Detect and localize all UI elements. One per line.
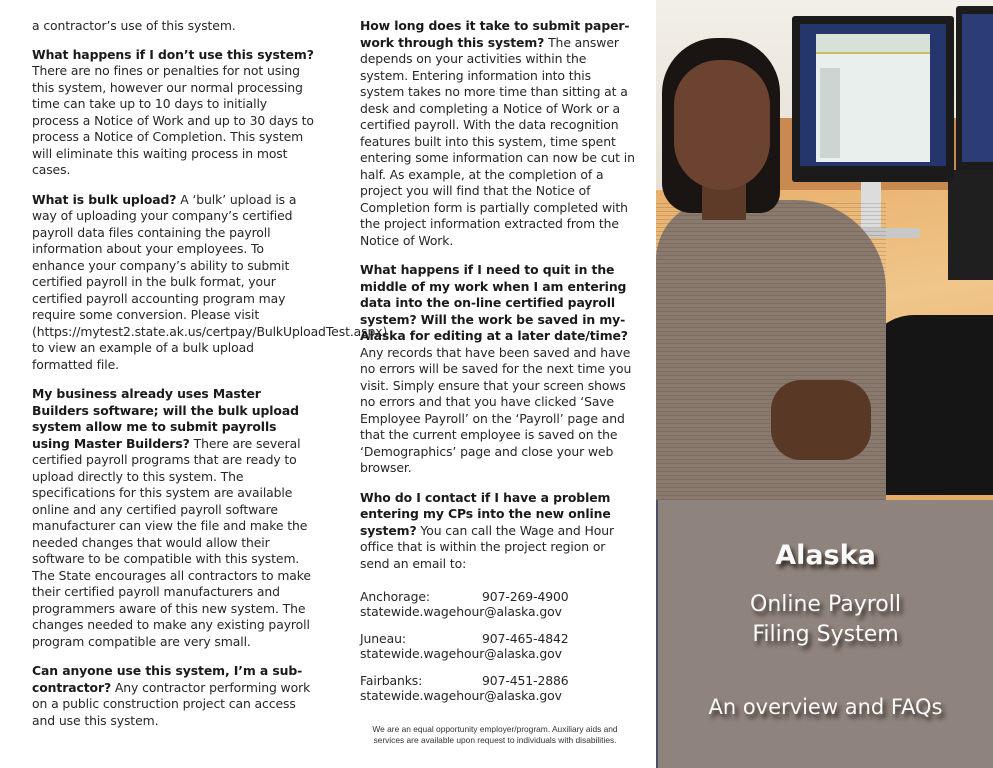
faq-answer: Any contractor performing work on a public construction project can access and use this system.	[32, 679, 311, 728]
faq-question: What happens if I don’t use this system?	[32, 46, 314, 62]
faq-item	[32, 386, 314, 650]
contact-fairbanks	[360, 673, 635, 703]
faq-item	[360, 18, 635, 249]
person-hands	[771, 380, 871, 460]
faq-question: How long does it take to submit paper-work through this system?	[360, 18, 630, 50]
contact-phone: 907-465-4842	[482, 631, 569, 646]
faq-question: My business already uses Master Builders software; will the bulk upload system allow me to submit payrolls using Master Builders?	[32, 386, 299, 451]
contact-anchorage	[360, 589, 635, 619]
faq-question: What is bulk upload?	[32, 191, 177, 207]
computer-tower	[948, 170, 993, 280]
person-face	[674, 60, 770, 190]
contact-city: Juneau:	[360, 631, 406, 646]
cover-title-panel	[656, 500, 993, 768]
cover-tagline: An overview and FAQs	[708, 695, 943, 719]
contact-city: Fairbanks:	[360, 673, 423, 688]
faq-answer: There are several certified payroll programs that are ready to upload directly to this system. The specifications for this system are available online and any certified payroll software manufacturer can view the file and make the needed changes that would allow their software to be compatible with this system. The State encourages all contractors to make their certified payroll manufacturers and programmers aware of this new system. The changes needed to make any existing payroll program compatible are very small.	[32, 435, 311, 649]
faq-answer: The answer depends on your activities within the system. Entering information into this system takes no more time than sitting at a desk and completing a Notice of Work or a certified payroll. With the data recognition features built into this system, time spent entering some information can now be cut in half. As example, at the completion of a project you will find that the Notice of Completion form is partially completed with the project information extracted from the Notice of Work.	[360, 34, 635, 248]
contact-email: statewide.wagehour@alaska.gov	[360, 646, 562, 661]
contact-juneau	[360, 631, 635, 661]
faq-column-2	[360, 18, 635, 715]
contact-phone: 907-451-2886	[482, 673, 569, 688]
cover-subtitle	[658, 590, 993, 650]
contact-city: Anchorage:	[360, 589, 430, 604]
monitor-screen	[800, 24, 946, 166]
second-monitor	[956, 6, 993, 174]
faq-answer: There are no fines or penalties for not using this system, however our normal processing time can take up to 10 days to initially process a Notice of Work and up to 30 days to process a Notice of Completion. This system will eliminate this waiting process in most cases.	[32, 63, 314, 177]
faq-item	[32, 47, 314, 179]
cover-subtitle-line2: Filing System	[752, 622, 899, 647]
faq-question: What happens if I need to quit in the middle of my work when I am entering data into the on-line certified payroll system? Will the work be saved in my-Alaska for editing at a later date/time?	[360, 262, 628, 343]
contact-email: statewide.wagehour@alaska.gov	[360, 604, 562, 619]
faq-question: Who do I contact if I have a problem entering my CPs into the new online system?	[360, 489, 611, 538]
continued-text: a contractor’s use of this system.	[32, 18, 236, 33]
faq-question: Can anyone use this system, I’m a sub-contractor?	[32, 663, 303, 695]
cover-title: Alaska	[775, 540, 876, 571]
cover-subtitle-line1: Online Payroll	[750, 592, 901, 617]
contact-phone: 907-269-4900	[482, 589, 569, 604]
faq-answer: A ‘bulk’ upload is a way of uploading your company’s certified payroll data files containing the payroll information about your employees. To enhance your company’s ability to submit certified payroll in the bulk format, your certified payroll accounting program may require some conversion. Please visit (https://mytest2.state.ak.us/certpay/BulkUploadTest.aspx) to view an example of a bulk upload formatted file.	[32, 191, 388, 372]
faq-item	[32, 663, 314, 729]
faq-answer: Any records that have been saved and have no errors will be saved for the next time you visit. Simply ensure that your screen shows no errors and that you have clicked ‘Save Employee Payroll’ on the ‘Payroll’ page and that the current employee is saved on the ‘Demographics’ page and close your web browser.	[360, 344, 632, 475]
faq-item	[360, 262, 635, 477]
monitor	[792, 16, 954, 182]
faq-answer: You can call the Wage and Hour office that is within the project region or send an email to:	[360, 522, 614, 571]
faq-item	[360, 490, 635, 573]
cover-photo	[656, 0, 993, 500]
faq-item	[32, 191, 388, 374]
contact-email: statewide.wagehour@alaska.gov	[360, 688, 562, 703]
equal-opportunity-disclaimer: We are an equal opportunity employer/program. Auxiliary aids and services are available upon request to individuals with disabilities.	[372, 724, 618, 745]
